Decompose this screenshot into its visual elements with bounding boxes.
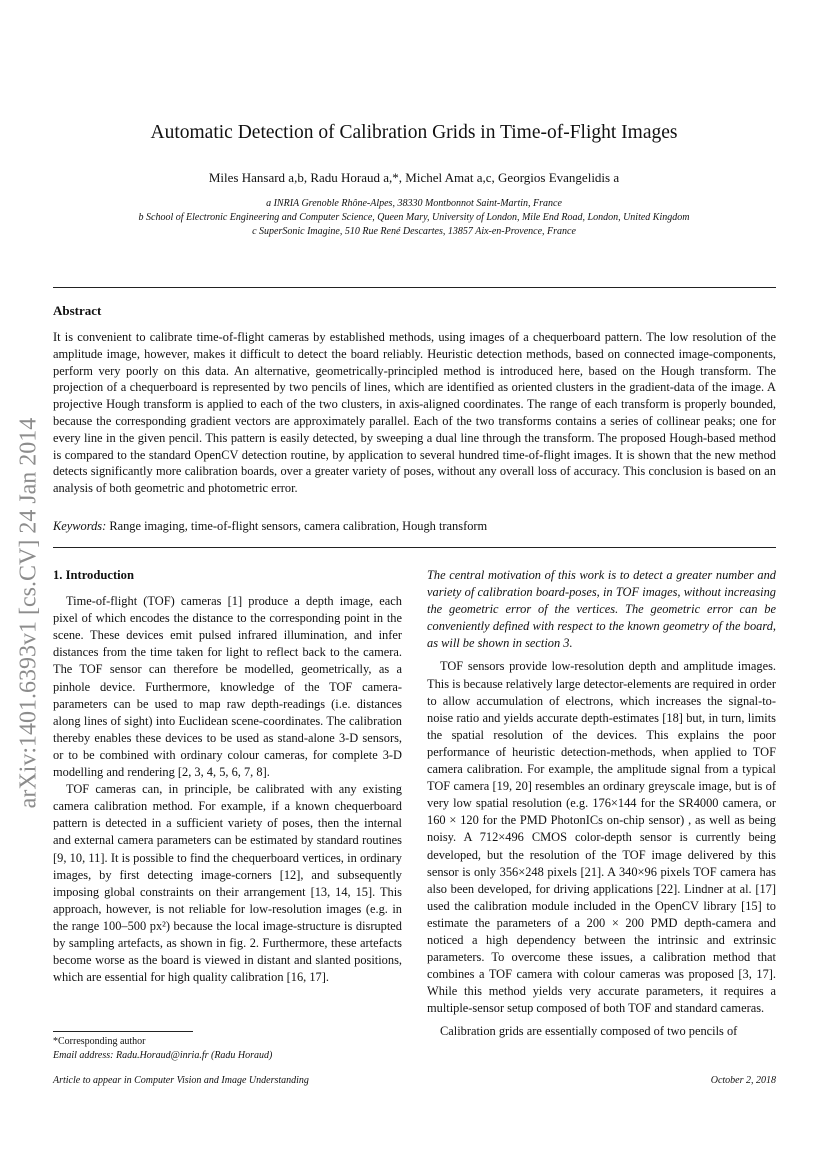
paragraph: TOF cameras can, in principle, be calibrated with any existing camera calibration method. For example, if a known chequerboard pattern is detected in a sufficient variety of poses, then the internal and external camera parameters can be estimated by standard routines [9, 10, 11]. It is possible to find the chequerboard vertices, in ordinary images, by first detecting image-corners [12], and subsequently imposing global constraints on their arrangement [13, 14, 15]. This approach, however, is not reliable for low-resolution images (e.g. in the range 100–500 px²) because the local image-structure is disrupted by sampling artefacts, as shown in fig. 2. Furthermore, these artefacts become worse as the board is viewed in distant and slanted positions, which are essential for high quality calibration [16, 17]. [53, 782, 402, 985]
affiliation-a: a INRIA Grenoble Rhône-Alpes, 38330 Montbonnot Saint-Martin, France [266, 198, 562, 209]
top-rule [53, 287, 776, 288]
paragraph-italic: The central motivation of this work is to detect a greater number and variety of calibration board-poses, in TOF images, without increasing the geometric error of the vertices. The geometric error can be conveniently defined with respect to the known geometry of the board, as will be shown in section 3. [427, 568, 776, 651]
section-heading: 1. Introduction [53, 568, 134, 582]
paragraph: TOF sensors provide low-resolution depth and amplitude images. This is because relatively large detector-elements are required in order to allow accumulation of electrons, which increases the signal-to-noise ratio and yields accurate depth-estimates [18] but, in turn, limits the spatial resolution of the devices. This explains the poor performance of heuristic detection-methods, when applied to TOF camera calibration. For example, the amplitude signal from a typical TOF camera [19, 20] resembles an ordinary greyscale image, but is of very low spatial resolution (e.g. 176×144 for the SR4000 camera, or 160 × 120 for the PMD PhotonICs on-chip sensor) , as well as being noisy. A 712×496 CMOS color-depth sensor is currently being developed, but the resolution of the TOF image delivered by this sensor is only 356×248 pixels [21]. A 340×96 pixels TOF camera has also been developed, for driving applications [22]. Lindner at al. [17] used the calibration module included in the OpenCV library [15] to estimate the parameters of a 200 × 200 PMD depth-camera and noticed a high dependency between the intrinsic and extrinsic parameters. To overcome these issues, a calibration method that combines a TOF camera with colour cameras was proposed [3, 17]. While this method yields very accurate parameters, it requires a multiple-sensor setup composed of both TOF and standard cameras. [427, 659, 776, 1016]
paper-title: Automatic Detection of Calibration Grids in Time-of-Flight Images [150, 122, 678, 143]
footer-date: October 2, 2018 [710, 1075, 776, 1086]
author-list: Miles Hansard a,b, Radu Horaud a,*, Michel Amat a,c, Georgios Evangelidis a [208, 170, 620, 185]
right-column [427, 567, 776, 1041]
bottom-rule [53, 547, 776, 548]
abstract-heading: Abstract [53, 303, 102, 318]
footnote-rule [53, 1031, 193, 1032]
footer-journal: Article to appear in Computer Vision and Image Understanding [53, 1075, 309, 1086]
keywords-label: Keywords: [53, 519, 107, 533]
arxiv-sidebar[interactable] [6, 378, 52, 848]
keywords-list: Range imaging, time-of-flight sensors, camera calibration, Hough transform [109, 519, 488, 533]
affiliation-c: c SuperSonic Imagine, 510 Rue René Descartes, 13857 Aix-en-Provence, France [252, 226, 576, 237]
footnote-email[interactable]: Email address: Radu.Horaud@inria.fr (Radu Horaud) [53, 1050, 273, 1061]
arxiv-identifier[interactable]: arXiv:1401.6393v1 [cs.CV] 24 Jan 2014 [15, 417, 42, 809]
keywords-line [53, 519, 776, 534]
paragraph: Calibration grids are essentially composed of two pencils of [440, 1024, 738, 1039]
abstract-text: It is convenient to calibrate time-of-flight cameras by established methods, using images of a chequerboard pattern. The low resolution of the amplitude image, however, makes it difficult to detect the board reliably. Heuristic detection methods, based on connected image-components, perform very poorly on this data. An alternative, geometrically-principled method is introduced here, based on the Hough transform. The projection of a chequerboard is represented by two pencils of lines, which are identified as oriented clusters in the gradient-data of the image. A projective Hough transform is applied to each of the two clusters, in axis-aligned coordinates. The range of each transform is properly bounded, because the corresponding gradient vectors are approximately parallel. Each of the two transforms contains a series of collinear peaks; one for every line in the given pencil. This pattern is easily detected, by sweeping a dual line through the transform. The proposed Hough-based method is compared to the standard OpenCV detection routine, by application to several hundred time-of-flight images. It is shown that the new method detects significantly more calibration boards, over a greater variety of poses, without any overall loss of accuracy. This conclusion is based on an analysis of both geometric and photometric error. [53, 330, 776, 496]
footnote-corresponding: *Corresponding author [53, 1036, 146, 1047]
left-column [53, 567, 402, 986]
affiliation-b: b School of Electronic Engineering and Computer Science, Queen Mary, University of London, Mile End Road, London, United Kingdom [138, 212, 690, 223]
paragraph: Time-of-flight (TOF) cameras [1] produce a depth image, each pixel of which encodes the distance to the corresponding point in the scene. These devices emit pulsed infrared illumination, and infer distances from the time taken for light to reflect back to the camera. The TOF sensor can therefore be modelled, geometrically, as a pinhole device. Furthermore, knowledge of the TOF camera-parameters can be used to map raw depth-readings (i.e. distances along lines of sight) into Euclidean scene-coordinates. The calibration thereby enables these devices to be used as stand-alone 3-D sensors, or to be combined with ordinary colour cameras, for complete 3-D modelling and rendering [2, 3, 4, 5, 6, 7, 8]. [53, 594, 402, 780]
